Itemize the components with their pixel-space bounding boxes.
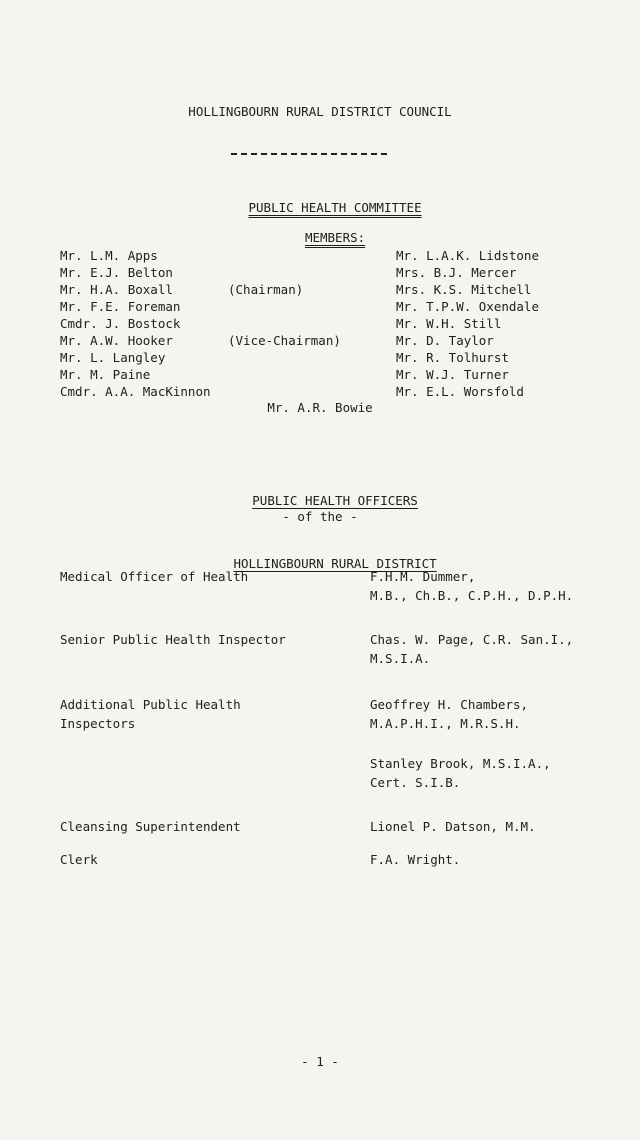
member-row [60, 264, 211, 281]
member-name: Mr. L.M. Apps [60, 248, 158, 263]
council-title: HOLLINGBOURN RURAL DISTRICT COUNCIL [188, 104, 452, 119]
member-name: Mr. T.P.W. Oxendale [396, 299, 539, 314]
member-row [60, 349, 211, 366]
member-note: (Chairman) [228, 282, 304, 297]
member-name: Mr. H.A. Boxall [60, 282, 173, 297]
member-name: Mr. W.J. Turner [396, 367, 509, 382]
member-name: Cmdr. J. Bostock [60, 316, 181, 331]
member-center: Mr. A.R. Bowie [267, 400, 373, 415]
member-name: Mr. F.E. Foreman [60, 299, 181, 314]
officer-qualifications: M.A.P.H.I., M.R.S.H. [370, 716, 521, 731]
members-left-column [60, 247, 341, 400]
officer-name: Geoffrey H. Chambers, [370, 697, 529, 712]
officer-role: Senior Public Health Inspector [60, 632, 286, 647]
officer-qualifications: Cert. S.I.B. [370, 775, 461, 790]
member-row [60, 315, 211, 332]
officers-of-the: - of the - [282, 509, 358, 524]
member-row [60, 383, 211, 400]
member-name: Mr. A.W. Hooker [60, 333, 173, 348]
member-note: (Vice-Chairman) [228, 333, 341, 348]
member-name: Mr. W.H. Still [396, 316, 502, 331]
member-row [60, 298, 211, 315]
committee-title-text: PUBLIC HEALTH COMMITTEE [248, 200, 422, 215]
officer-name: Lionel P. Datson, M.M. [370, 819, 536, 834]
member-name: Mr. M. Paine [60, 367, 151, 382]
member-name: Mr. L. Langley [60, 350, 166, 365]
member-name: Mr. L.A.K. Lidstone [396, 248, 539, 263]
member-row [60, 366, 211, 383]
member-name: Mr. E.J. Belton [60, 265, 173, 280]
member-name: Mrs. K.S. Mitchell [396, 282, 532, 297]
officers-district-text: HOLLINGBOURN RURAL DISTRICT [233, 556, 437, 571]
officer-role: Cleansing Superintendent [60, 819, 241, 834]
dashed-divider [231, 153, 387, 155]
member-name: Mr. E.L. Worsfold [396, 384, 524, 399]
officers-title-text: PUBLIC HEALTH OFFICERS [252, 493, 418, 508]
officer-role: Medical Officer of Health [60, 569, 249, 584]
officer-role: Clerk [60, 852, 98, 867]
member-name: Mr. R. Tolhurst [396, 350, 509, 365]
members-right-column [396, 247, 539, 400]
officer-qualifications: M.B., Ch.B., C.P.H., D.P.H. [370, 588, 574, 603]
page-number: - 1 - [301, 1054, 339, 1069]
officer-role: Additional Public Health [60, 697, 241, 712]
member-name: Mrs. B.J. Mercer [396, 265, 517, 280]
officer-name: Chas. W. Page, C.R. San.I., [370, 632, 574, 647]
member-name: Cmdr. A.A. MacKinnon [60, 384, 211, 399]
member-row [60, 332, 341, 349]
officer-role-cont: Inspectors [60, 716, 136, 731]
officer-name: F.H.M. Dummer, [370, 569, 476, 584]
member-name: Mr. D. Taylor [396, 333, 494, 348]
officer-name: F.A. Wright. [370, 852, 461, 867]
member-row [60, 247, 211, 264]
member-row [60, 281, 304, 298]
officer-name: Stanley Brook, M.S.I.A., [370, 756, 551, 771]
members-heading-text: MEMBERS: [304, 230, 366, 245]
officer-qualifications: M.S.I.A. [370, 651, 431, 666]
